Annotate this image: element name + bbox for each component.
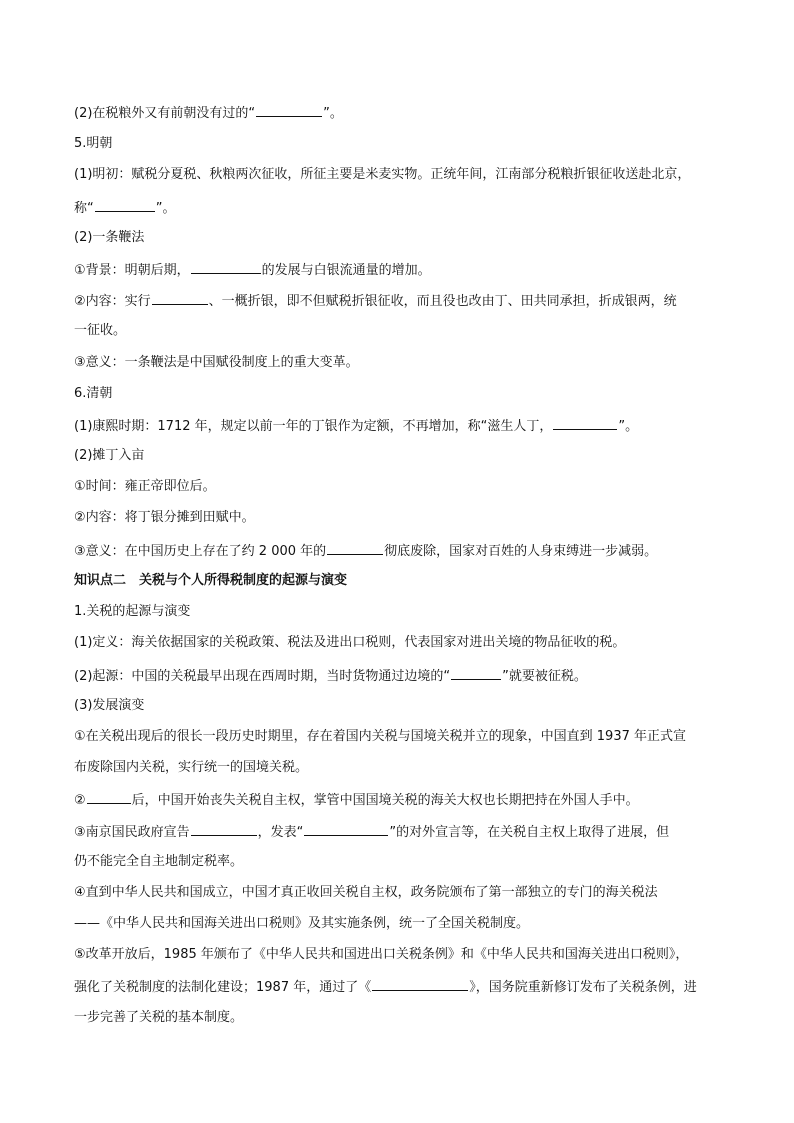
text-segment: ”就要被征税。 — [502, 669, 587, 684]
text-segment: (2)在税粮外又有前朝没有过的“ — [74, 106, 256, 121]
text-segment: ⑤改革开放后，1985 年颁布了《中华人民共和国进出口关税条例》和《中华人民共和国海关进出口税则》， — [74, 947, 689, 962]
text-segment: (3)发展演变 — [74, 698, 145, 713]
text-line — [74, 822, 669, 842]
text-segment: ② — [74, 793, 86, 808]
text-segment: ①在关税出现后的很长一段历史时期里，存在着国内关税与国境关税并立的现象，中国直到 1937 年正式宣 — [74, 729, 687, 744]
text-segment: ①背景：明朝后期， — [74, 263, 190, 278]
fill-in-blank — [95, 198, 155, 212]
text-line — [74, 447, 144, 465]
text-line — [74, 915, 529, 933]
text-line — [74, 322, 126, 340]
fill-in-blank — [304, 822, 388, 836]
text-line — [74, 853, 243, 871]
text-line — [74, 416, 638, 436]
text-segment: 一征收。 — [74, 323, 127, 338]
text-line — [74, 354, 359, 372]
text-line — [74, 291, 677, 311]
text-segment: 后，中国开始丧失关税自主权，掌管中国国境关税的海关大权也长期把持在外国人手中。 — [131, 793, 639, 808]
text-line — [74, 946, 688, 964]
text-segment: 布废除国内关税，实行统一的国境关税。 — [74, 760, 309, 775]
fill-in-blank — [451, 666, 501, 680]
text-segment: (1)康熙时期：1712 年，规定以前一年的丁银作为定额，不再增加，称“滋生人丁， — [74, 419, 553, 434]
fill-in-blank — [191, 822, 257, 836]
fill-in-blank — [191, 260, 261, 274]
text-line — [74, 977, 697, 997]
text-line — [74, 728, 686, 746]
text-segment: (1)明初：赋税分夏税、秋粮两次征收，所征主要是米麦实物。正统年间，江南部分税粮折银征收送赴北京， — [74, 167, 691, 182]
text-segment: 、一概折银，即不但赋税折银征收，而且役也改由丁、田共同承担，折成银两，统 — [208, 294, 677, 309]
fill-in-blank — [87, 790, 131, 804]
text-line — [74, 260, 431, 280]
text-line — [74, 135, 112, 153]
text-line — [74, 603, 190, 621]
text-line — [74, 385, 112, 403]
text-segment: ”的对外宣言等，在关税自主权上取得了进展，但 — [389, 825, 670, 840]
text-segment: 》，国务院重新修订发布了关税条例，进 — [469, 980, 697, 995]
text-line — [74, 166, 690, 184]
text-line — [74, 697, 144, 715]
text-segment: 6.清朝 — [74, 386, 113, 401]
text-segment: ③意义：一条鞭法是中国赋役制度上的重大变革。 — [74, 355, 359, 370]
text-segment: (2)起源：中国的关税最早出现在西周时期，当时货物通过边境的“ — [74, 669, 451, 684]
text-segment: (2)摊丁入亩 — [74, 448, 145, 463]
section-heading — [74, 572, 347, 590]
text-segment: ”。 — [323, 106, 343, 121]
text-line — [74, 1009, 243, 1027]
text-segment: (2)一条鞭法 — [74, 230, 145, 245]
text-line — [74, 198, 176, 218]
text-segment: 5.明朝 — [74, 136, 113, 151]
fill-in-blank — [372, 977, 468, 991]
text-segment: 1.关税的起源与演变 — [74, 604, 191, 619]
text-segment: ①时间：雍正帝即位后。 — [74, 479, 216, 494]
fill-in-blank — [327, 541, 383, 555]
text-segment: ②内容：实行 — [74, 294, 151, 309]
text-segment: ③南京国民政府宣告 — [74, 825, 190, 840]
fill-in-blank — [152, 291, 208, 305]
text-segment: 知识点二 关税与个人所得税制度的起源与演变 — [74, 573, 348, 588]
text-segment: ，发表“ — [257, 825, 304, 840]
text-line — [74, 634, 625, 652]
text-segment: 彻底废除，国家对百姓的人身束缚进一步减弱。 — [384, 544, 658, 559]
text-segment: ③意义：在中国历史上存在了约 2 000 年的 — [74, 544, 327, 559]
fill-in-blank — [256, 103, 322, 117]
text-line — [74, 229, 144, 247]
text-segment: 称“ — [74, 201, 94, 216]
text-segment: (1)定义：海关依据国家的关税政策、税法及进出口税则，代表国家对进出关境的物品征收的税。 — [74, 635, 626, 650]
text-segment: ④直到中华人民共和国成立，中国才真正收回关税自主权，政务院颁布了第一部独立的专门的海关税法 — [74, 885, 658, 900]
fill-in-blank — [553, 416, 617, 430]
text-line — [74, 478, 216, 496]
text-segment: ——《中华人民共和国海关进出口税则》及其实施条例，统一了全国关税制度。 — [74, 916, 530, 931]
text-line — [74, 541, 657, 561]
text-segment: 仍不能完全自主地制定税率。 — [74, 854, 244, 869]
text-line — [74, 884, 658, 902]
text-line — [74, 790, 639, 810]
text-line — [74, 666, 587, 686]
text-segment: 的发展与白银流通量的增加。 — [261, 263, 431, 278]
text-segment: ”。 — [618, 419, 639, 434]
text-segment: ②内容：将丁银分摊到田赋中。 — [74, 510, 255, 525]
text-line — [74, 759, 308, 777]
text-segment: 强化了关税制度的法制化建设；1987 年，通过了《 — [74, 980, 372, 995]
text-segment: ”。 — [155, 201, 176, 216]
text-line — [74, 509, 255, 527]
text-segment: 一步完善了关税的基本制度。 — [74, 1010, 244, 1025]
text-line — [74, 103, 343, 123]
